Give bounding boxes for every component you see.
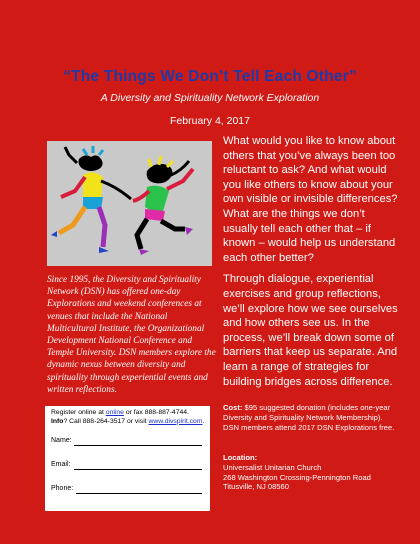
event-description	[223, 134, 398, 396]
registration-form	[45, 406, 210, 511]
location-line: Universalist Unitarian Church	[223, 462, 322, 472]
dancing-figures-icon	[47, 141, 212, 266]
page-title: “The Things We Don’t Tell Each Other”	[63, 68, 357, 85]
event-date: February 4, 2017	[170, 115, 250, 127]
info-text: ? Call 888-264-3517 or visit	[63, 417, 149, 425]
name-field[interactable]	[74, 445, 202, 446]
dancing-figures-illustration	[47, 141, 212, 266]
description-paragraph: What would you like to know about others that you’ve always been too reluctant to ask? And what would you like others to know about your own visible or invisible differences? What are the things we don’t usually tell each other that – if known – would help us understand each other better?	[223, 135, 398, 264]
website-link[interactable]: www.divspirit.com	[148, 417, 203, 425]
info-period: .	[202, 417, 205, 425]
cost-label: Cost:	[223, 403, 243, 412]
cost-info	[223, 403, 399, 432]
cost-text: $95 suggested donation (includes one-year Diversity and Spirituality Network Membership). DSN members attend 2017 DSN Explorations free.	[223, 403, 395, 432]
phone-field-label: Phone:	[51, 485, 74, 492]
location-info	[223, 453, 403, 492]
location-label: Location:	[223, 453, 258, 462]
page-subtitle: A Diversity and Spirituality Network Exploration	[100, 92, 320, 104]
location-line: Titusville, NJ 08560	[223, 482, 289, 492]
phone-field[interactable]	[76, 493, 202, 494]
email-field[interactable]	[74, 469, 202, 470]
register-online-link[interactable]: online	[105, 409, 124, 416]
description-paragraph: Through dialogue, experiential exercises and group reflections, we’ll explore how we see ourselves and how others see us. In the process, we’ll break down some of barriers that keep us separate. And learn a range of strategies for building bridges across difference.	[223, 273, 398, 388]
location-line: 268 Washington Crossing-Pennington Road	[223, 472, 371, 482]
fax-text: or fax 888-887-4744.	[123, 409, 189, 416]
info-label: Info	[51, 417, 64, 425]
register-text: Register online at	[51, 409, 106, 416]
name-field-label: Name:	[51, 437, 72, 444]
registration-instructions	[51, 409, 211, 426]
email-field-label: Email:	[51, 461, 71, 468]
organization-description: Since 1995, the Diversity and Spirituality Network (DSN) has offered one-day Explorations and weekend conferences at venues that include the National Multicultural Institute, the Organizational Development National Conference and Temple University. DSN members explore the dynamic nexus between diversity and spirituality through experiential events and written reflections.	[47, 275, 216, 395]
